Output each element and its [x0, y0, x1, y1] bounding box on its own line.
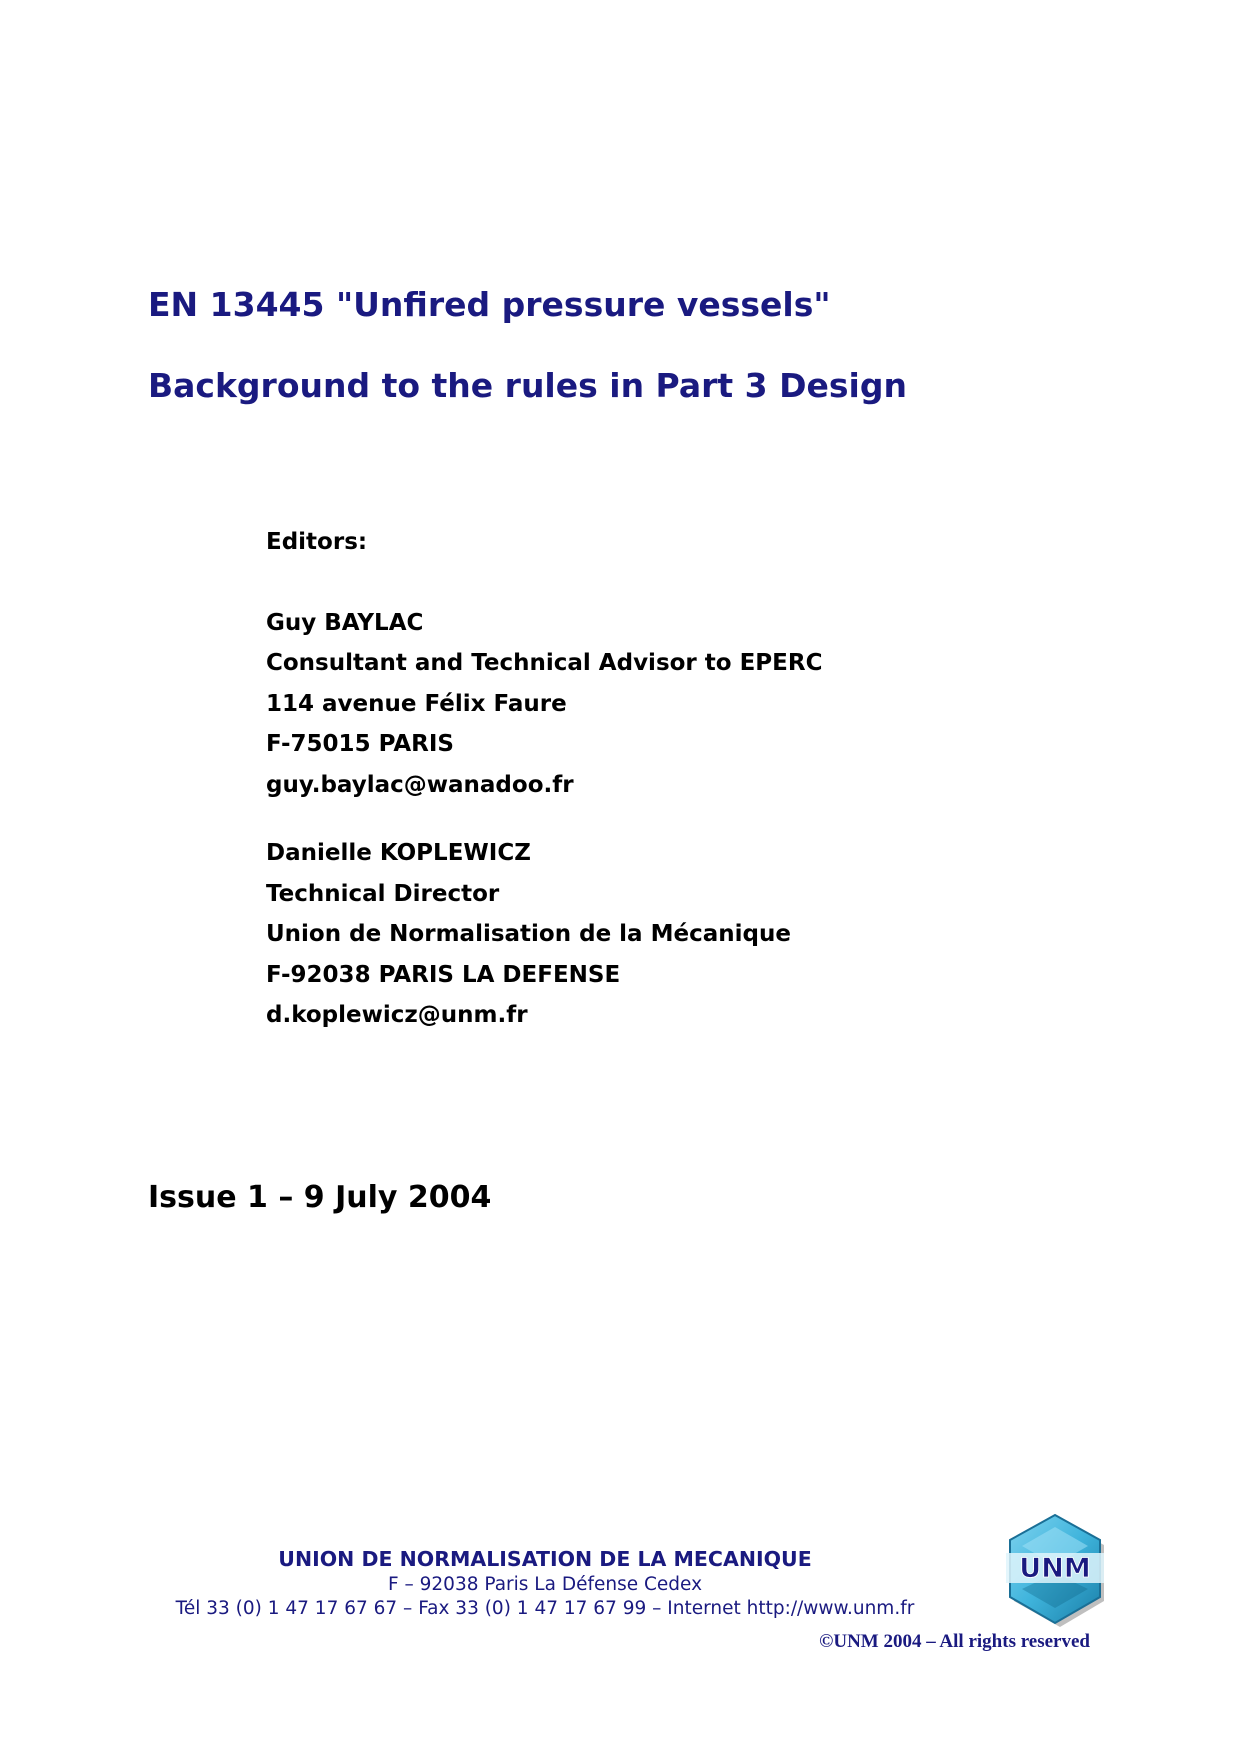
editor-name: Danielle KOPLEWICZ	[266, 840, 531, 866]
editor-address: 114 avenue Félix Faure	[266, 690, 567, 717]
editor-organization: Union de Normalisation de la Mécanique	[266, 921, 791, 947]
logo-text: UNM	[1019, 1553, 1091, 1584]
unm-logo-icon	[1000, 1513, 1110, 1631]
editor-city: F-75015 PARIS	[266, 731, 454, 757]
editor-email: d.koplewicz@unm.fr	[266, 1002, 528, 1028]
editor-entry-koplewicz	[266, 833, 822, 1036]
footer-address: F – 92038 Paris La Défense Cedex	[387, 1574, 703, 1595]
footer-contact: Tél 33 (0) 1 47 17 67 67 – Fax 33 (0) 1 47 17 67 99 – Internet http://www.unm.fr	[175, 1598, 915, 1619]
editors-section	[266, 522, 822, 1064]
document-title: EN 13445 "Unfired pressure vessels"	[148, 285, 831, 324]
editors-heading: Editors:	[266, 529, 368, 555]
document-subtitle: Background to the rules in Part 3 Design	[148, 366, 907, 405]
editor-entry-baylac	[266, 603, 822, 806]
editor-name: Guy BAYLAC	[266, 609, 424, 636]
editor-role: Technical Director	[266, 880, 500, 907]
footer-organization: UNION DE NORMALISATION DE LA MECANIQUE	[278, 1547, 812, 1571]
footer	[120, 1545, 970, 1621]
editor-role: Consultant and Technical Advisor to EPERC	[266, 650, 823, 676]
issue-date: Issue 1 – 9 July 2004	[148, 1180, 492, 1215]
editor-city: F-92038 PARIS LA DEFENSE	[266, 961, 621, 988]
copyright-notice: ©UNM 2004 – All rights reserved	[819, 1631, 1090, 1652]
editor-email: guy.baylac@wanadoo.fr	[266, 771, 574, 798]
